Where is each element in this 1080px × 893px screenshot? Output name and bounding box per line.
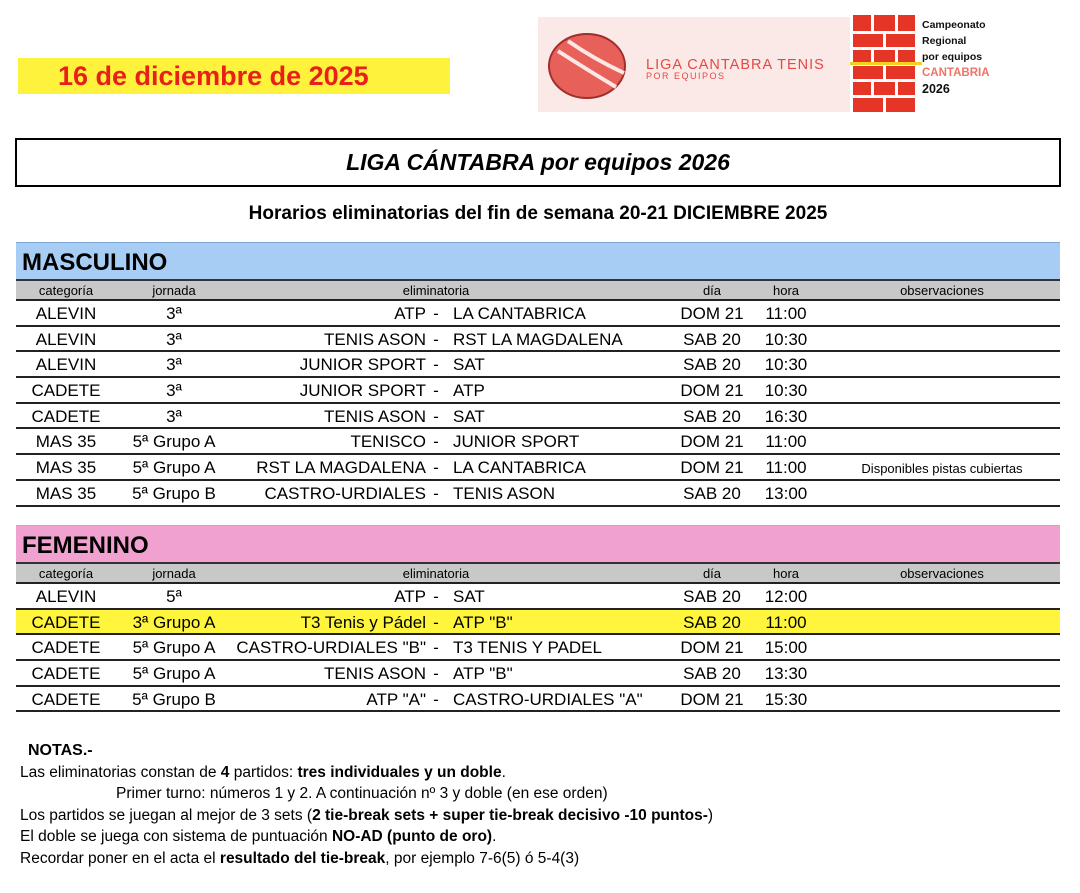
cell-dia: SAB 20 [683,329,741,349]
cell-home-team: JUNIOR SPORT [299,381,426,401]
camp-line: Campeonato [922,19,986,31]
cell-away-team: SAT [453,406,485,426]
note-bold: 2 tie-break sets + super tie-break decisivo -10 puntos- [312,806,708,824]
col-categoria: categoría [38,566,94,581]
note-bold: tres individuales y un doble [297,763,502,781]
col-eliminatoria: eliminatoria [402,283,470,298]
cell-categoria: ALEVIN [35,355,97,375]
masculino-heading: MASCULINO [16,242,1060,281]
cell-dia: SAB 20 [683,664,741,684]
col-jornada: jornada [152,566,196,581]
cell-home-team: CASTRO-URDIALES "B" [236,638,426,658]
cell-observaciones: Disponibles pistas cubiertas [861,461,1023,477]
cell-categoria: ALEVIN [35,587,97,606]
col-dia: día [702,283,722,298]
cell-hora: 15:30 [764,689,808,709]
page-title: LIGA CÁNTABRA por equipos 2026 [15,138,1061,187]
match-separator: - [433,458,439,478]
cell-home-team: ATP "A" [366,689,426,709]
cell-dia: DOM 21 [680,638,744,658]
cell-categoria: CADETE [31,612,101,632]
table-row [16,584,1060,610]
cell-jornada: 5ª Grupo A [132,432,216,452]
match-separator: - [433,483,439,503]
cell-away-team: LA CANTABRICA [453,458,586,478]
cell-away-team: T3 TENIS Y PADEL [453,638,602,658]
cell-dia: SAB 20 [683,587,741,606]
femenino-rows [16,584,1060,712]
match-separator: - [433,664,439,684]
cell-away-team: SAT [453,355,485,375]
cell-away-team: LA CANTABRICA [453,304,586,323]
match-separator: - [433,355,439,375]
cell-hora: 10:30 [764,329,808,349]
cell-home-team: JUNIOR SPORT [299,355,426,375]
cell-away-team: TENIS ASON [453,483,556,503]
camp-line: Regional [922,35,967,47]
cell-categoria: MAS 35 [35,458,97,478]
match-separator: - [433,587,439,606]
col-hora: hora [772,566,800,581]
table-row [16,301,1060,327]
col-observaciones: observaciones [900,566,984,581]
cell-dia: SAB 20 [683,483,741,503]
note-line [20,762,713,784]
table-row [16,661,1060,687]
note-text: Las eliminatorias constan de [20,763,221,781]
cell-home-team: ATP [394,304,426,323]
cell-jornada: 5ª Grupo A [132,638,216,658]
cell-categoria: CADETE [31,406,101,426]
date-text: 16 de diciembre de 2025 [58,61,369,91]
logo-accent-line [850,62,922,65]
date-banner [18,58,450,94]
campeonato-logo-text [922,17,990,97]
cell-home-team: ATP [394,587,426,606]
cell-hora: 16:30 [764,406,808,426]
cell-home-team: RST LA MAGDALENA [256,458,426,478]
cell-jornada: 5ª [166,587,182,606]
note-text: partidos: [229,763,298,781]
cell-hora: 11:00 [765,304,807,323]
cell-jornada: 5ª Grupo A [132,458,216,478]
note-text: El doble se juega con sistema de puntuación [20,828,332,845]
liga-subtitle: POR EQUIPOS [646,71,726,81]
table-row [16,327,1060,353]
cell-jornada: 3ª [166,381,182,401]
cell-dia: DOM 21 [680,432,744,452]
table-header [16,281,1060,301]
cell-hora: 15:00 [764,638,808,658]
table-row [16,352,1060,378]
cell-jornada: 3ª Grupo A [132,612,216,632]
cell-away-team: ATP "B" [453,664,513,684]
cell-hora: 13:00 [764,483,808,503]
cell-dia: SAB 20 [683,355,741,375]
table-row [16,429,1060,455]
cell-dia: SAB 20 [683,612,741,632]
cell-home-team: TENISCO [350,432,426,452]
cell-categoria: CADETE [31,381,101,401]
note-text: , por ejemplo 7-6(5) ó 5-4(3) [385,849,580,867]
cell-hora: 10:30 [764,381,808,401]
cell-jornada: 3ª [166,329,182,349]
match-separator: - [433,638,439,658]
camp-line: 2026 [922,82,950,96]
col-categoria: categoría [38,283,94,298]
cell-categoria: ALEVIN [35,304,97,323]
masculino-rows [16,301,1060,507]
camp-line: por equipos [922,51,983,63]
match-separator: - [433,432,439,452]
cell-hora: 11:00 [765,432,807,452]
match-separator: - [433,406,439,426]
table-row [16,635,1060,661]
cell-home-team: TENIS ASON [323,664,426,684]
liga-logo [538,17,850,112]
cell-away-team: ATP [453,381,485,401]
note-line: Primer turno: números 1 y 2. A continuación nº 3 y doble (en ese orden) [116,785,608,802]
table-row [16,481,1060,507]
cell-home-team: CASTRO-URDIALES [264,483,426,503]
cell-dia: SAB 20 [683,406,741,426]
cell-jornada: 5ª Grupo A [132,664,216,684]
cell-away-team: SAT [453,587,485,606]
cell-jornada: 3ª [166,304,182,323]
cell-away-team: JUNIOR SPORT [453,432,580,452]
page-subtitle: Horarios eliminatorias del fin de semana 20-21 DICIEMBRE 2025 [248,203,828,224]
cell-categoria: ALEVIN [35,329,97,349]
note-line [20,826,713,848]
cell-hora: 10:30 [764,355,808,375]
col-jornada: jornada [152,283,196,298]
table-row [16,610,1060,636]
table-row [16,404,1060,430]
cell-hora: 13:30 [764,664,808,684]
match-separator: - [433,612,439,632]
cell-jornada: 3ª [166,406,182,426]
cell-away-team: RST LA MAGDALENA [453,329,623,349]
tennis-ball-icon [546,31,628,101]
col-dia: día [702,566,722,581]
match-separator: - [433,689,439,709]
cell-jornada: 5ª Grupo B [132,689,216,709]
table-row [16,455,1060,481]
cell-home-team: T3 Tenis y Pádel [300,612,426,632]
col-hora: hora [772,283,800,298]
table-row [16,378,1060,404]
note-line [20,805,713,827]
cell-dia: DOM 21 [680,458,744,478]
cell-categoria: CADETE [31,638,101,658]
note-bold: 4 [220,763,230,781]
notes-title: NOTAS.- [28,742,93,759]
cell-home-team: TENIS ASON [323,406,426,426]
note-text: . [501,763,506,781]
note-bold: NO-AD (punto de oro) [331,828,493,845]
cell-jornada: 3ª [166,355,182,375]
masculino-section [16,242,1060,507]
match-separator: - [433,304,439,323]
match-separator: - [433,329,439,349]
note-line [20,848,713,870]
table-header [16,564,1060,584]
note-bold: resultado del tie-break [219,849,386,867]
note-text: Recordar poner en el acta el [20,849,220,867]
cell-home-team: TENIS ASON [323,329,426,349]
cell-away-team: CASTRO-URDIALES "A" [453,689,643,709]
camp-line: CANTABRIA [922,67,990,79]
col-eliminatoria: eliminatoria [402,566,470,581]
table-row [16,687,1060,713]
cell-jornada: 5ª Grupo B [132,483,216,503]
cell-categoria: CADETE [31,664,101,684]
cell-hora: 11:00 [765,612,807,632]
cell-categoria: MAS 35 [35,432,97,452]
cell-hora: 12:00 [764,587,808,606]
cell-dia: DOM 21 [680,304,744,323]
cell-away-team: ATP "B" [453,612,513,632]
note-text: . [492,828,497,845]
cell-categoria: MAS 35 [35,483,97,503]
cell-dia: DOM 21 [680,689,744,709]
cell-categoria: CADETE [31,689,101,709]
note-text: ) [707,806,714,824]
note-text: Los partidos se juegan al mejor de 3 sets ( [20,806,313,824]
femenino-heading: FEMENINO [16,525,1060,564]
col-observaciones: observaciones [900,283,984,298]
cell-dia: DOM 21 [680,381,744,401]
liga-name: LIGA CANTABRA TENIS [646,57,825,73]
cell-hora: 11:00 [765,458,807,478]
match-separator: - [433,381,439,401]
notes-block [20,740,713,869]
femenino-section [16,525,1060,712]
